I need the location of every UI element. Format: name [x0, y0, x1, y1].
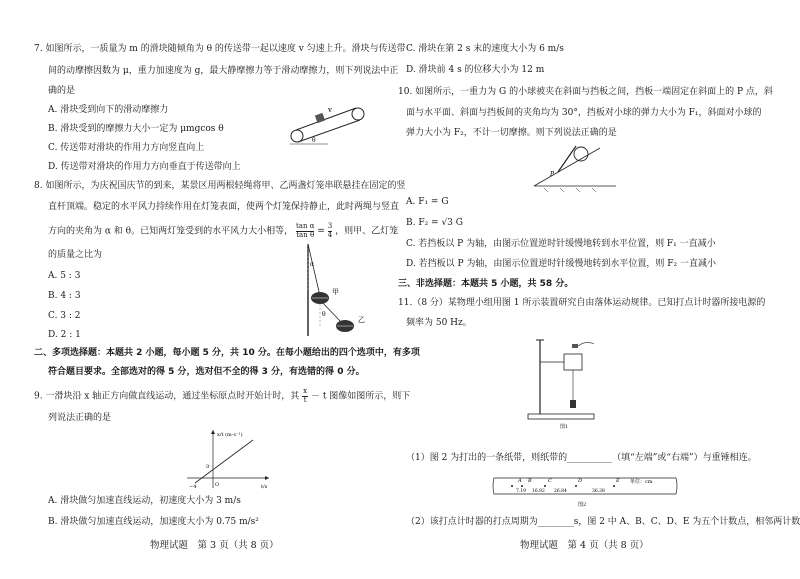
q10-p-label: P — [550, 171, 555, 178]
q7-stem-line-3: 确的是 — [48, 86, 76, 96]
section3-title: 三、非选择题：本题共 5 小题，共 58 分。 — [398, 279, 574, 289]
q9-y3-label: 3 — [206, 464, 210, 470]
q7-option-d: D. 传送带对滑块的作用力方向垂直于传送带向上 — [48, 162, 241, 172]
q11-weight — [570, 400, 576, 408]
q8-tan-ratio: $\frac{\text{tan α}}{\text{tan θ}}$ — [295, 222, 315, 239]
q11-sub2: （2）该打点计时器的打点周期为________s，图 2 中 A、B、C、D、E 为五个计数点，相邻两计数 — [406, 517, 800, 527]
q7-stem-line-2: 间的动摩擦因数为 μ，重力加速度为 g，最大静摩擦力等于滑动摩擦力，则下列说法中正 — [48, 66, 399, 76]
q9-xneg-label: −4 — [189, 484, 197, 490]
q9-graph-line — [195, 440, 253, 483]
right-page-footer: 物理试题 第 4 页（共 8 页） — [520, 540, 649, 551]
lantern-yi-label: 乙 — [358, 316, 365, 324]
tape-point-d: D — [578, 478, 583, 484]
q10-stem-line-2: 面与水平面、斜面与挡板间的夹角均为 30°，挡板对小球的弹力大小为 F₁，斜面对小球的 — [406, 108, 762, 118]
q10-option-c: C. 若挡板以 P 为轴，由图示位置逆时针缓慢地转到水平位置，则 F₁ 一直减小 — [406, 239, 716, 249]
q7-v-label: v — [328, 106, 332, 114]
q7-theta-label: θ — [312, 137, 316, 144]
q11-fig2-caption: 图2 — [578, 502, 587, 508]
q9-option-c: C. 滑块在第 2 s 末的速度大小为 6 m/s — [406, 44, 564, 54]
q8-ratio-value: $\frac{3}{4}$ — [327, 222, 333, 239]
alpha-label: α — [310, 261, 315, 268]
tape-dist-2: 16.92 — [532, 489, 545, 494]
q8-option-a: A. 5 : 3 — [48, 271, 81, 281]
q11-sub1: （1）图 2 为打出的一条纸带，则纸带的__________（填“左端”或“右端”）与重锤相连。 — [406, 453, 757, 463]
q7-option-b: B. 滑块受到的摩擦力大小一定为 μmgcos θ — [48, 124, 224, 134]
q11-timer — [564, 354, 582, 370]
section2-title-line-1: 二、多项选择题：本题共 2 小题，每小题 5 分，共 10 分。在每小题给出的四个选项中，有多项 — [34, 348, 420, 358]
q11-stem-line-2: 频率为 50 Hz。 — [406, 318, 472, 328]
lantern-jia-label: 甲 — [332, 288, 339, 296]
q7-stem-line-1: 7. 如图所示，一质量为 m 的滑块随倾角为 θ 的传送带一起以速度 v 匀速上升。滑块与传送带 — [34, 44, 406, 54]
q10-option-a: A. F₁ = G — [406, 197, 449, 207]
q8-stem-line-4: 的质量之比为 — [48, 250, 103, 260]
q10-board — [558, 146, 576, 172]
q9-x-over-t: $\frac{x}{t}$ — [303, 387, 308, 404]
q11-apparatus-figure — [520, 334, 610, 430]
left-page-footer: 物理试题 第 3 页（共 8 页） — [150, 540, 279, 551]
q9-option-b: B. 滑块做匀加速直线运动，加速度大小为 0.75 m/s² — [48, 517, 259, 527]
q9-stem-line-1: 9. 一滑块沿 x 轴正方向做直线运动，通过坐标原点时开始计时，其 $\frac{x}{t}$ － t 图像如图所示，则下 — [34, 387, 411, 404]
q9-xlabel: t/s — [261, 484, 268, 490]
tape-point-e: E — [616, 478, 620, 484]
q11-stem-line-1: 11.（8 分）某物理小组用图 1 所示装置研究自由落体运动规律。已知打点计时器所接电源的 — [398, 298, 766, 308]
q9-option-d: D. 滑块前 4 s 的位移大小为 12 m — [406, 65, 545, 75]
section2-title-line-2: 符合题目要求。全部选对的得 5 分，选对但不全的得 3 分，有选错的得 0 分。 — [48, 367, 365, 377]
tape-point-b: B — [528, 478, 532, 484]
q8-stem-line-3: 方向的夹角为 α 和 θ。已知两灯笼受到的水平风力大小相等， $\frac{\text{tan α}}{\text{tan θ}}$ = $\frac{3}{4}$ ，则甲、乙灯笼 — [48, 222, 399, 239]
q11-fig1-caption: 图1 — [560, 424, 569, 430]
tape-point-c: C — [548, 478, 552, 484]
q9-ylabel: x/t (m·s⁻¹) — [217, 432, 243, 438]
q8-stem-line-1: 8. 如图所示，为庆祝国庆节的到来，某景区用两根轻绳将甲、乙两盏灯笼串联悬挂在固定的竖 — [34, 181, 406, 191]
q8-lantern-figure — [298, 240, 388, 340]
tape-dist-3: 26.84 — [554, 489, 567, 494]
q9-graph-figure — [183, 426, 273, 492]
q10-stem-line-3: 弹力大小为 F₂，不计一切摩擦。则下列说法正确的是 — [406, 128, 617, 138]
tape-dist-4: 36.38 — [592, 489, 605, 494]
tape-dist-1: 7.19 — [516, 489, 527, 494]
q10-option-d: D. 若挡板以 P 为轴，由图示位置逆时针缓慢地转到水平位置，则 F₂ 一直减小 — [406, 259, 716, 269]
q7-block — [315, 113, 325, 123]
q8-option-d: D. 2 : 1 — [48, 330, 81, 340]
q7-option-a: A. 滑块受到向下的滑动摩擦力 — [48, 105, 169, 115]
q10-option-b: B. F₂ = √3 G — [406, 218, 463, 228]
q7-option-c: C. 传送带对滑块的作用力方向竖直向上 — [48, 143, 205, 153]
theta-label: θ — [322, 311, 326, 318]
q10-incline-figure — [530, 142, 620, 192]
q11-tape-figure — [490, 468, 680, 510]
tape-point-a: A — [518, 478, 522, 484]
q8-option-b: B. 4 : 3 — [48, 291, 81, 301]
q9-option-a: A. 滑块做匀加速直线运动，初速度大小为 3 m/s — [48, 496, 241, 506]
q7-conveyor-figure — [288, 100, 368, 146]
q9-stem-line-2: 列说法正确的是 — [48, 413, 112, 423]
q10-stem-line-1: 10. 如图所示，一重力为 G 的小球被夹在斜面与挡板之间，挡板一端固定在斜面上的 P 点，斜 — [398, 87, 773, 97]
q8-option-c: C. 3 : 2 — [48, 311, 81, 321]
tape-unit: 单位：cm — [630, 479, 653, 485]
q9-origin-label: O — [215, 482, 220, 488]
q8-stem-line-2: 直杆顶端。稳定的水平风力持续作用在灯笼表面，使两个灯笼保持静止，此时两绳与竖直 — [48, 202, 400, 212]
